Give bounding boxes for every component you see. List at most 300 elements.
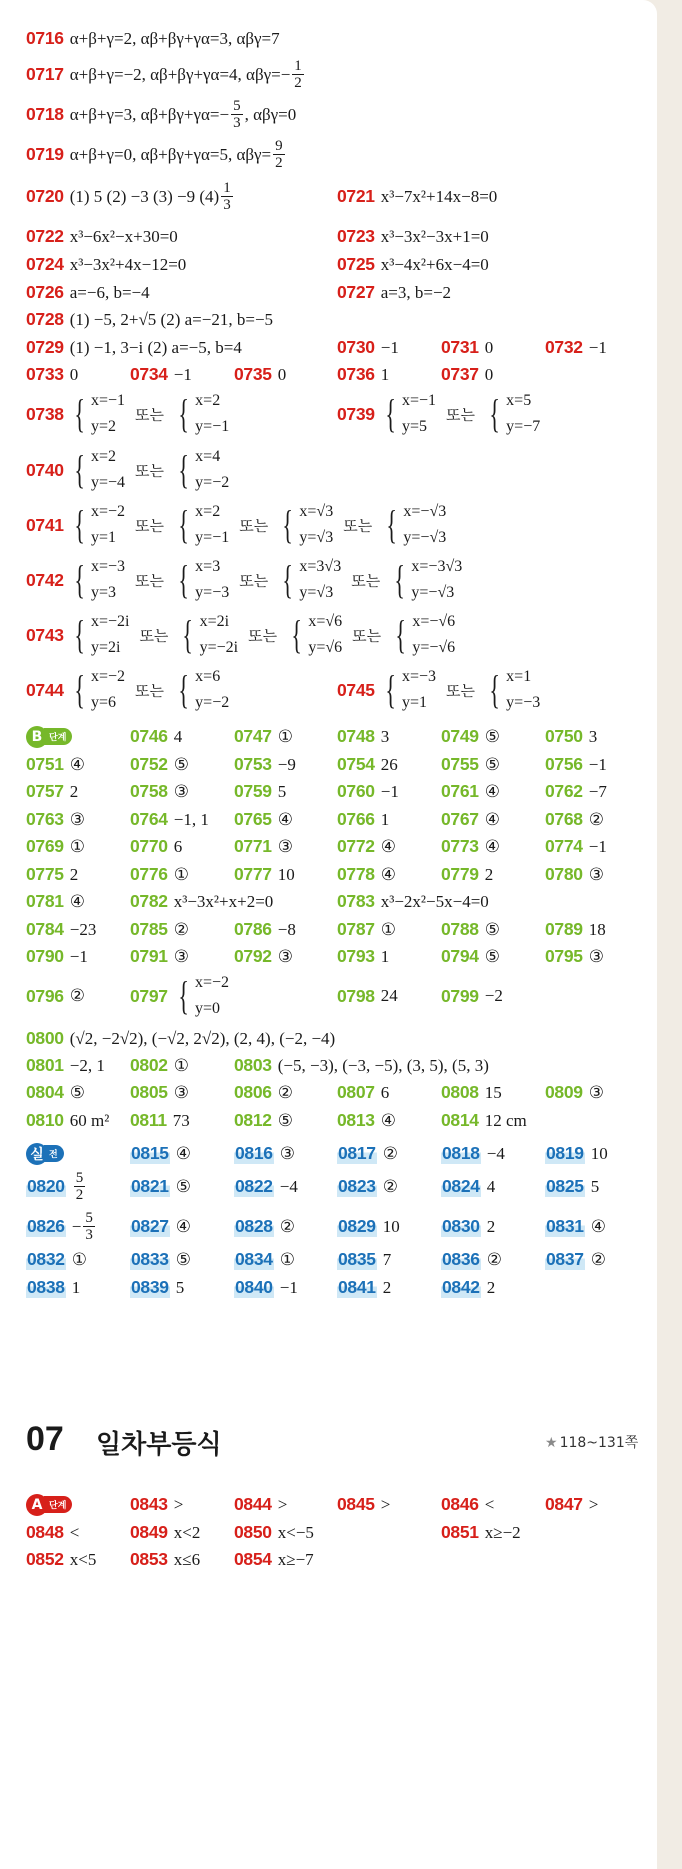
answer-number: 0815: [131, 1143, 169, 1163]
fraction: [292, 58, 304, 91]
answer-text: ③: [279, 1143, 295, 1163]
answer-text: ⑤: [484, 726, 500, 746]
answer-text: ④: [380, 864, 396, 884]
equation-system: [391, 609, 455, 661]
system-line-x: x=−√3: [403, 503, 447, 520]
or-word: 또는: [248, 626, 278, 645]
answer-item: [26, 919, 96, 940]
badge-circle: A: [26, 1494, 48, 1516]
answer-text: 5: [590, 1176, 600, 1196]
answer-item: [441, 1110, 527, 1131]
equation-system: [70, 388, 125, 440]
answer-item: [441, 1143, 505, 1164]
answer-item: [26, 138, 287, 171]
answer-item: [234, 809, 293, 830]
answer-number: 0773: [441, 836, 479, 856]
system-line-x: x=−2i: [90, 613, 130, 630]
answer-text: α+β+γ=−2, αβ+βγ+γα=4, αβγ=−: [69, 64, 291, 84]
answer-number: 0758: [130, 781, 168, 801]
answer-text: ③: [69, 809, 85, 829]
answer-number: 0852: [26, 1549, 64, 1569]
system-lines: [91, 664, 125, 716]
equation-system: [485, 664, 540, 716]
fraction: [74, 1170, 86, 1203]
answer-item: [26, 282, 150, 303]
answer-number: 0733: [26, 364, 64, 384]
answer-item: [441, 337, 493, 358]
system-line-y: y=√3: [299, 584, 334, 601]
answer-item: [441, 781, 500, 802]
badge-circle: B: [26, 726, 48, 748]
answer-item: [337, 864, 396, 885]
brace-symbol: {: [178, 502, 189, 547]
equation-system: [70, 554, 125, 606]
answer-number: 0800: [26, 1028, 64, 1048]
answer-item: [26, 809, 85, 830]
answer-item-system: [26, 444, 229, 496]
answer-item: [130, 864, 189, 885]
answer-text: α+β+γ=2, αβ+βγ+γα=3, αβγ=7: [69, 28, 280, 48]
answer-text: −9: [277, 754, 296, 774]
answer-text: 0: [277, 364, 287, 384]
answer-item-system: [26, 499, 446, 551]
answer-text: ③: [173, 1082, 189, 1102]
answer-text: −7: [588, 781, 607, 801]
system-line-x: x=4: [195, 448, 221, 465]
answer-item: [337, 1494, 390, 1515]
answer-item: [545, 754, 607, 775]
answer-text: >: [380, 1494, 391, 1514]
answer-item: [26, 946, 88, 967]
brace-symbol: {: [74, 557, 85, 602]
answer-item: [130, 1494, 183, 1515]
answer-item: [441, 864, 493, 885]
answer-item: [441, 726, 500, 747]
system-lines: [91, 554, 125, 606]
answer-number: 0756: [545, 754, 583, 774]
system-lines: [299, 554, 341, 606]
answer-text: −2, 1: [69, 1055, 105, 1075]
answer-item: [130, 1176, 191, 1197]
answer-number: 0784: [26, 919, 64, 939]
answer-item: [337, 282, 451, 303]
answer-item: [26, 309, 273, 330]
system-line-x: x=2: [90, 448, 116, 465]
answer-item: [26, 1082, 85, 1103]
answer-item: [337, 1110, 396, 1131]
answer-number: 0829: [338, 1216, 376, 1236]
answer-number: 0752: [130, 754, 168, 774]
system-lines: [195, 444, 229, 496]
system-line-x: x=−2: [90, 668, 125, 685]
answer-number: 0782: [130, 891, 168, 911]
system-lines: [91, 388, 125, 440]
answer-text: ⑤: [484, 946, 500, 966]
system-line-y: y=1: [90, 529, 116, 546]
answer-text: x³−6x²−x+30=0: [69, 226, 178, 246]
answer-item: [441, 986, 503, 1007]
equation-system: [381, 664, 436, 716]
answer-text: (1) −5, 2+√5 (2) a=−21, b=−5: [69, 309, 274, 329]
answer-number: 0789: [545, 919, 583, 939]
system-line-y: y=−4: [90, 474, 125, 491]
system-lines: [195, 499, 229, 551]
system-line-x: x=−3: [401, 668, 436, 685]
star-icon: ★: [545, 1435, 558, 1451]
answer-item: [337, 1216, 400, 1237]
answer-number: 0763: [26, 809, 64, 829]
system-line-x: x=6: [195, 668, 221, 685]
chapter-number: 07: [26, 1420, 64, 1458]
or-word: 또는: [445, 405, 475, 424]
answer-item: [337, 186, 497, 207]
answer-text: ①: [173, 1055, 189, 1075]
answer-item: [337, 1082, 389, 1103]
system-line-x: x=−3√3: [411, 558, 463, 575]
system-line-x: x=5: [506, 392, 532, 409]
answer-text: 2: [486, 1277, 496, 1297]
answer-text: ③: [173, 946, 189, 966]
system-line-y: y=1: [401, 694, 427, 711]
answer-text: x≥−2: [484, 1522, 521, 1542]
fraction-denominator: 2: [275, 155, 283, 171]
brace-symbol: {: [394, 557, 406, 602]
answer-item: [26, 1028, 335, 1049]
system-line-x: x=3: [195, 558, 221, 575]
answer-item-system: [337, 388, 540, 440]
answer-item: [441, 919, 500, 940]
answer-number: 0799: [441, 985, 479, 1006]
answer-item: [545, 919, 606, 940]
answer-number: 0821: [131, 1176, 169, 1196]
answer-item: [337, 809, 389, 830]
answer-number: 0776: [130, 864, 168, 884]
system-lines: [506, 388, 540, 440]
answer-number: 0846: [441, 1494, 479, 1514]
answer-text: 26: [380, 754, 398, 774]
answer-number: 0803: [234, 1055, 272, 1075]
answer-text: 7: [382, 1249, 392, 1269]
system-line-y: y=−2: [195, 694, 230, 711]
answer-number: 0724: [26, 254, 64, 274]
answer-text: 18: [588, 919, 606, 939]
answer-item: [337, 1249, 391, 1270]
answer-item: [545, 1176, 599, 1197]
answer-item: [337, 337, 399, 358]
answer-number: 0772: [337, 836, 375, 856]
system-lines: [403, 499, 446, 551]
answer-text: x<−5: [277, 1522, 314, 1542]
answer-number: 0754: [337, 754, 375, 774]
answer-text: x≤6: [173, 1549, 201, 1569]
answer-number: 0727: [337, 282, 375, 302]
answer-text: ②: [173, 919, 189, 939]
answer-text: ③: [277, 946, 293, 966]
answer-item: [441, 946, 500, 967]
answer-item: [234, 1277, 298, 1298]
answer-item: [234, 754, 296, 775]
answer-number: 0824: [442, 1176, 480, 1196]
or-word: 또는: [134, 516, 164, 535]
answer-text: 2: [484, 864, 494, 884]
system-lines: [91, 444, 125, 496]
answer-text: (1) −1, 3−i (2) a=−5, b=4: [69, 337, 242, 357]
answer-text: x≥−7: [277, 1549, 314, 1569]
answer-number: 0828: [235, 1216, 273, 1236]
system-line-y: y=−2i: [199, 639, 239, 656]
answer-number: 0764: [130, 809, 168, 829]
answer-item: [441, 1522, 521, 1543]
answer-item: [234, 1249, 295, 1270]
system-lines: [91, 609, 130, 661]
answer-number: 0793: [337, 946, 375, 966]
answer-line: [0, 180, 657, 213]
answer-number: 0762: [545, 781, 583, 801]
answer-item: [441, 1277, 495, 1298]
answer-text: ④: [277, 809, 293, 829]
fraction-denominator: 3: [233, 115, 241, 131]
answer-text: (√2, −2√2), (−√2, 2√2), (2, 4), (−2, −4): [69, 1028, 336, 1048]
answer-text: −1: [69, 946, 88, 966]
equation-system: [70, 444, 125, 496]
brace-symbol: {: [178, 391, 189, 436]
answer-item: [130, 1549, 200, 1570]
answer-number: 0766: [337, 809, 375, 829]
answer-item: [337, 836, 396, 857]
system-line-y: y=−√3: [411, 584, 455, 601]
answer-text: ⑤: [277, 1110, 293, 1130]
answer-number: 0780: [545, 864, 583, 884]
answer-number: 0825: [546, 1176, 584, 1196]
system-lines: [299, 499, 333, 551]
or-word: 또는: [139, 626, 169, 645]
answer-item-system: [26, 554, 462, 606]
answer-text: ②: [279, 1216, 295, 1236]
answer-text: ④: [175, 1143, 191, 1163]
answer-number: 0854: [234, 1549, 272, 1569]
fraction: [83, 1210, 95, 1243]
answer-item: [545, 781, 607, 802]
brace-symbol: {: [178, 667, 189, 712]
answer-number: 0783: [337, 891, 375, 911]
answer-item: [26, 98, 296, 131]
answer-text: 4: [486, 1176, 496, 1196]
answer-text: 10: [382, 1216, 400, 1236]
section-b-badge: [26, 726, 72, 748]
answer-item: [441, 1082, 502, 1103]
system-lines: [195, 970, 229, 1022]
answer-item: [26, 1249, 87, 1270]
answer-text: −4: [486, 1143, 505, 1163]
answer-number: 0753: [234, 754, 272, 774]
equation-system: [174, 388, 229, 440]
fraction: [221, 180, 233, 213]
answer-text: −1: [588, 836, 607, 856]
answer-text: 5: [175, 1277, 185, 1297]
answer-number: 0813: [337, 1110, 375, 1130]
equation-system: [485, 388, 540, 440]
answer-number: 0804: [26, 1082, 64, 1102]
answer-number: 0807: [337, 1082, 375, 1102]
answer-item: [234, 1143, 295, 1164]
brace-symbol: {: [178, 557, 189, 602]
equation-system: [70, 499, 125, 551]
answer-number: 0812: [234, 1110, 272, 1130]
answer-text-tail: , αβγ=0: [244, 104, 297, 124]
answer-number: 0728: [26, 309, 64, 329]
equation-system: [70, 609, 130, 661]
answer-item: [545, 809, 604, 830]
answer-number: 0847: [545, 1494, 583, 1514]
brace-symbol: {: [74, 447, 85, 492]
answer-number: 0842: [442, 1277, 480, 1297]
badge-tab: 단계: [44, 728, 72, 745]
answer-item: [337, 1143, 398, 1164]
answer-number: 0839: [131, 1277, 169, 1297]
answer-number: 0723: [337, 226, 375, 246]
chapter-page-range: [545, 1432, 638, 1452]
answer-text: ⑤: [173, 754, 189, 774]
answer-text: −1, 1: [173, 809, 209, 829]
answer-number: 0848: [26, 1522, 64, 1542]
answer-number: 0823: [338, 1176, 376, 1196]
chapter-title: 일차부등식: [96, 1430, 222, 1460]
answer-text: x³−3x²+x+2=0: [173, 891, 274, 911]
answer-number: 0767: [441, 809, 479, 829]
answer-text: ①: [279, 1249, 295, 1269]
fraction-numerator: 1: [294, 58, 302, 74]
answer-item: [441, 836, 500, 857]
answer-text: ⑤: [175, 1176, 191, 1196]
answer-number: 0833: [131, 1249, 169, 1269]
system-line-y: y=−2: [195, 474, 230, 491]
system-line-x: x=−1: [90, 392, 125, 409]
answer-number: 0744: [26, 679, 64, 700]
answer-text: x³−3x²−3x+1=0: [380, 226, 489, 246]
answer-item: [545, 836, 607, 857]
answer-number: 0832: [27, 1249, 65, 1269]
answer-item: [26, 836, 85, 857]
answer-number: 0849: [130, 1522, 168, 1542]
answer-item: [234, 1176, 298, 1197]
answer-text: ③: [277, 836, 293, 856]
answer-text: ⑤: [69, 1082, 85, 1102]
answer-number: 0768: [545, 809, 583, 829]
answer-item: [26, 226, 178, 247]
answer-number: 0790: [26, 946, 64, 966]
fraction-denominator: 3: [85, 1227, 93, 1243]
answer-number: 0834: [235, 1249, 273, 1269]
or-word: 또는: [134, 681, 164, 700]
answer-item: [130, 1110, 190, 1131]
equation-system: [174, 664, 229, 716]
answer-number: 0837: [546, 1249, 584, 1269]
answer-number: 0731: [441, 337, 479, 357]
answer-text: ②: [590, 1249, 606, 1269]
system-lines: [506, 664, 540, 716]
answer-text: 4: [173, 726, 183, 746]
answer-item: [26, 364, 78, 385]
fraction-denominator: 2: [75, 1187, 84, 1203]
system-lines: [412, 609, 455, 661]
answer-number: 0716: [26, 28, 64, 48]
answer-text: 1: [380, 809, 390, 829]
answer-text: ②: [486, 1249, 502, 1269]
system-lines: [91, 499, 125, 551]
brace-symbol: {: [74, 502, 85, 547]
answer-text: −23: [69, 919, 97, 939]
answer-text: −: [71, 1216, 82, 1236]
answer-item: [130, 1216, 191, 1237]
brace-symbol: {: [385, 667, 396, 712]
answer-number: 0820: [27, 1176, 65, 1196]
answer-number: 0755: [441, 754, 479, 774]
answer-item: [337, 1277, 391, 1298]
answer-number: 0720: [26, 186, 64, 206]
answer-number: 0760: [337, 781, 375, 801]
answer-item: [441, 1216, 495, 1237]
answer-item-system: [26, 664, 229, 716]
answer-number: 0851: [441, 1522, 479, 1542]
answer-item: [26, 180, 235, 213]
answer-text: a=3, b=−2: [380, 282, 452, 302]
answer-text: ⑤: [484, 919, 500, 939]
answer-number: 0740: [26, 459, 64, 480]
answer-number: 0808: [441, 1082, 479, 1102]
system-line-y: y=√6: [308, 639, 343, 656]
answer-item: [26, 891, 85, 912]
answer-item-system: [26, 609, 455, 661]
answer-item: [337, 781, 399, 802]
answer-item: [130, 891, 273, 912]
answer-number: 0742: [26, 569, 64, 590]
answer-line: [0, 1271, 657, 1304]
answer-item: [26, 28, 280, 49]
answer-text: ②: [382, 1176, 398, 1196]
answer-number: 0759: [234, 781, 272, 801]
brace-symbol: {: [489, 667, 500, 712]
answer-item: [26, 254, 186, 275]
system-line-y: y=−7: [506, 418, 541, 435]
answer-number: 0730: [337, 337, 375, 357]
system-line-x: x=2: [195, 503, 221, 520]
answer-number: 0721: [337, 186, 375, 206]
answer-number: 0774: [545, 836, 583, 856]
answer-item: [234, 1055, 489, 1076]
answer-number: 0725: [337, 254, 375, 274]
badge-circle: 실: [26, 1143, 48, 1165]
answer-number: 0845: [337, 1494, 375, 1514]
answer-number: 0738: [26, 403, 64, 424]
answer-item: [234, 1549, 314, 1570]
answer-item: [545, 1082, 604, 1103]
answer-item: [234, 781, 286, 802]
answer-text: (−5, −3), (−3, −5), (3, 5), (5, 3): [277, 1055, 489, 1075]
system-line-x: x=−√6: [412, 613, 456, 630]
answer-number: 0826: [27, 1216, 65, 1236]
answer-item: [234, 1082, 293, 1103]
answer-item: [545, 1249, 606, 1270]
section-a-badge: [26, 1494, 72, 1516]
answer-line: [0, 1137, 657, 1170]
system-lines: [195, 388, 229, 440]
answer-number: 0734: [130, 364, 168, 384]
answer-item: [441, 809, 500, 830]
system-line-x: x=2i: [199, 613, 230, 630]
system-line-y: y=−√3: [403, 529, 447, 546]
equation-system: [278, 499, 333, 551]
answer-item: [26, 986, 85, 1007]
